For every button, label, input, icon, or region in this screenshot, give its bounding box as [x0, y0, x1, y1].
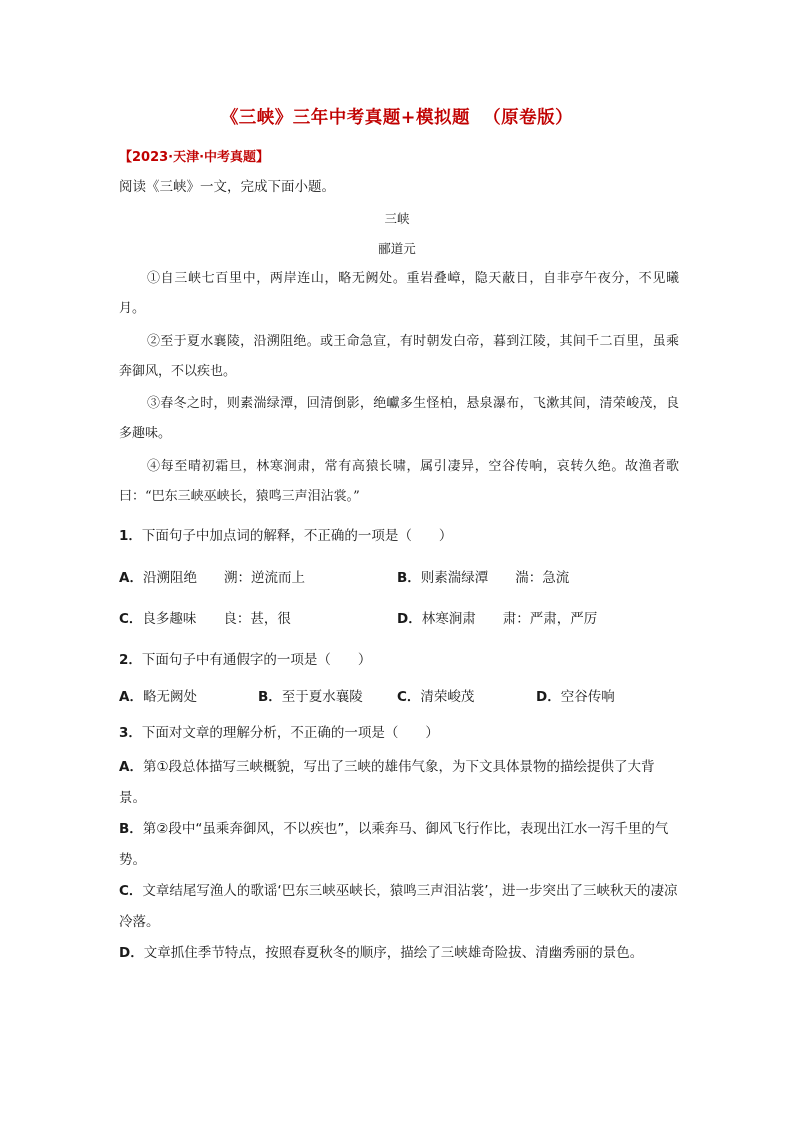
option-text: 文章结尾写渔人的歌谣‘巴东三峡巫峡长，猿鸣三声泪沾裳’，进一步突出了三峡秋天的凄凉冷落。: [119, 883, 678, 930]
paragraph-text: ③春冬之时，则素湍绿潭，回清倒影，绝巘多生怪柏，悬泉瀑布，飞漱其间，清荣峻茂，良多趣味。: [119, 396, 679, 441]
paragraph-text: ④每至晴初霜旦，林寒涧肃，常有高猿长啸，属引凄异，空谷传响，哀转久绝。故渔者歌曰：“巴东三峡巫峡长，猿鸣三声泪沾裳。”: [119, 459, 679, 504]
passage-paragraph-1: [119, 264, 679, 324]
passage-paragraph-4: [119, 452, 679, 512]
source-tag: 【2023·天津·中考真题】: [119, 150, 270, 165]
option-text: 略无阙处: [142, 689, 197, 705]
question-number: 3．: [119, 725, 142, 741]
option-text: 良多趣味 良：甚，很: [142, 611, 291, 627]
passage-title: 三峡: [384, 211, 410, 226]
question-text: 下面对文章的理解分析，不正确的一项是（ ）: [141, 725, 439, 741]
passage-paragraph-3: [119, 389, 679, 449]
question-3-option-c: [119, 876, 679, 938]
question-2-option-c: [397, 685, 474, 705]
paragraph-text: ①自三峡七百里中，两岸连山，略无阙处。重岩叠嶂，隐天蔽日，自非亭午夜分，不见曦月。: [119, 271, 679, 316]
question-1-option-d: [397, 607, 597, 627]
option-letter: C．: [119, 611, 143, 627]
option-letter: C．: [397, 689, 421, 705]
option-text: 第①段总体描写三峡概貌，写出了三峡的雄伟气象，为下文具体景物的描绘提供了大背景。: [119, 759, 655, 806]
question-3-option-a: [119, 752, 679, 814]
option-letter: B．: [119, 821, 143, 837]
passage-author: 郦道元: [378, 241, 416, 256]
question-3-option-b: [119, 814, 679, 876]
question-2-option-d: [536, 685, 615, 705]
question-number: 2．: [119, 652, 142, 668]
reading-instruction: 阅读《三峡》一文，完成下面小题。: [119, 179, 335, 195]
option-letter: A．: [119, 689, 143, 705]
option-text: 空谷传响: [560, 689, 615, 705]
option-text: 第②段中“虽乘奔御风，不以疾也”，以乘奔马、御风飞行作比，表现出江水一泻千里的气势。: [119, 821, 669, 868]
option-letter: A．: [119, 759, 143, 775]
option-letter: D．: [536, 689, 561, 705]
option-letter: B．: [258, 689, 282, 705]
question-text: 下面句子中加点词的解释，不正确的一项是（ ）: [141, 528, 453, 544]
question-text: 下面句子中有通假字的一项是（ ）: [141, 652, 372, 668]
option-text: 至于夏水襄陵: [281, 689, 363, 705]
option-text: 清荣峻茂: [420, 689, 475, 705]
passage-paragraph-2: [119, 327, 679, 387]
question-1-option-b: [397, 566, 569, 586]
question-1-option-c: [119, 607, 291, 627]
option-letter: B．: [397, 570, 421, 586]
question-2-option-a: [119, 685, 197, 705]
question-1-option-a: [119, 566, 305, 586]
question-1-stem: [119, 524, 452, 544]
document-title: 《三峡》三年中考真题+模拟题 （原卷版）: [220, 108, 574, 128]
question-number: 1．: [119, 528, 142, 544]
option-text: 文章抓住季节特点，按照春夏秋冬的顺序，描绘了三峡雄奇险拔、清幽秀丽的景色。: [143, 945, 644, 961]
question-3-stem: [119, 721, 439, 741]
option-letter: D．: [119, 945, 144, 961]
question-2-stem: [119, 648, 371, 668]
option-letter: A．: [119, 570, 143, 586]
paragraph-text: ②至于夏水襄陵，沿溯阻绝。或王命急宣，有时朝发白帝，暮到江陵，其间千二百里，虽乘奔御风，不以疾也。: [119, 334, 679, 379]
option-letter: C．: [119, 883, 143, 899]
question-3-option-d: [119, 938, 679, 969]
question-2-option-b: [258, 685, 363, 705]
option-text: 林寒涧肃 肃：严肃，严厉: [421, 611, 598, 627]
option-letter: D．: [397, 611, 422, 627]
option-text: 沿溯阻绝 溯：逆流而上: [142, 570, 305, 586]
option-text: 则素湍绿潭 湍：急流: [420, 570, 570, 586]
